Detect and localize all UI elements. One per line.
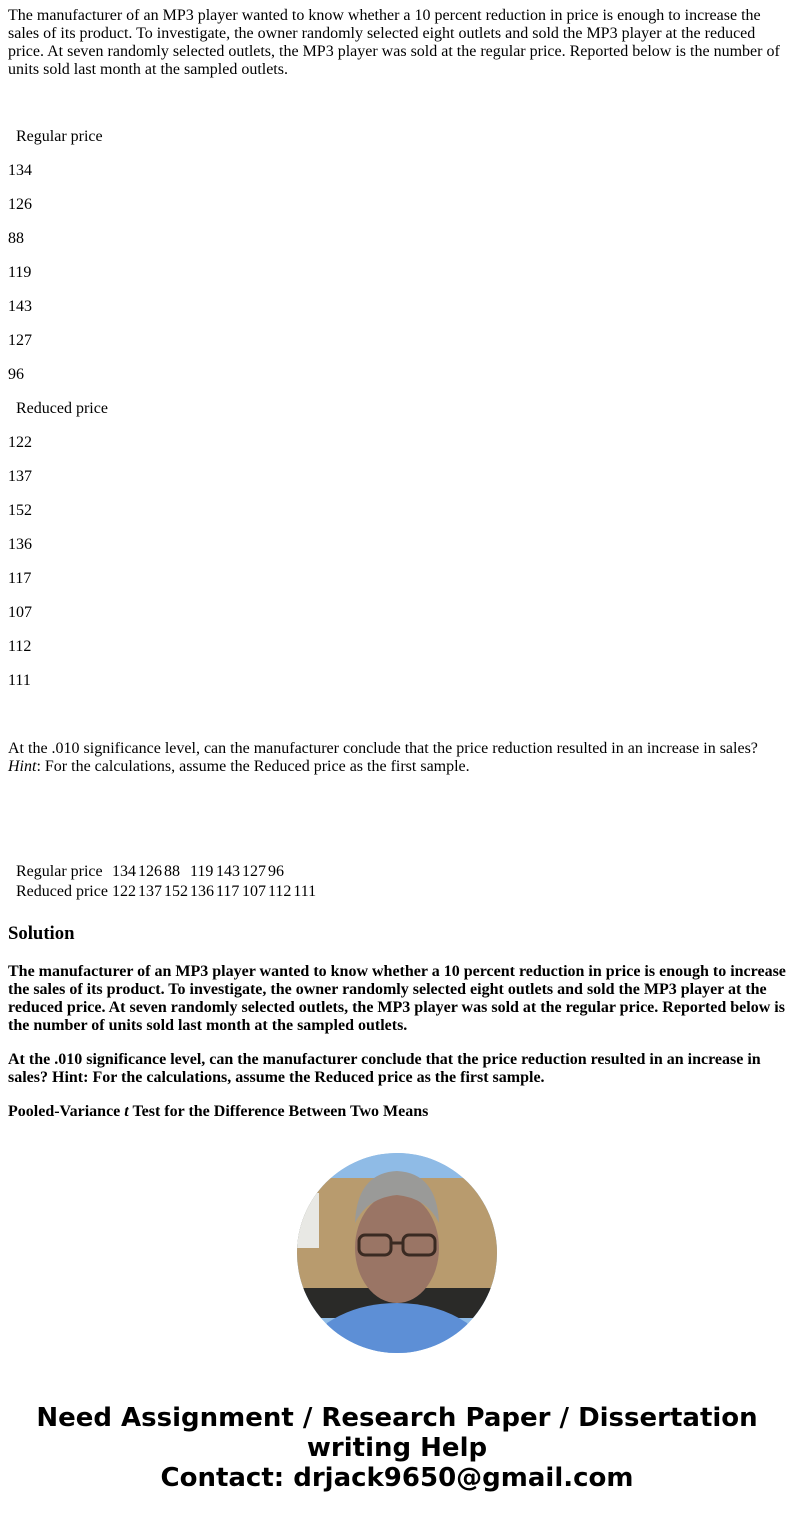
table-cell: 134: [111, 863, 136, 880]
reduced-values-list: [8, 434, 786, 690]
value-item: 88: [8, 230, 24, 247]
table-cell: 107: [241, 883, 266, 900]
table-cell: 122: [111, 883, 136, 900]
table-cell: 137: [137, 883, 162, 900]
value-item: 152: [8, 502, 32, 519]
value-item: 127: [8, 332, 32, 349]
regular-price-label: Regular price: [16, 128, 103, 145]
hint-label: Hint: [8, 758, 37, 775]
table-cell: 136: [189, 883, 214, 900]
solution-para-1: The manufacturer of an MP3 player wanted to know whether a 10 percent reduction in price is enough to increase the sales of its product. To investigate, the owner randomly selected eight outlets and sold the MP3 player at the reduced price. At seven randomly selected outlets, the MP3 player was sold at the regular price. Reported below is the number of units sold last month at the sampled outlets.: [8, 963, 786, 1034]
table-cell: 127: [241, 863, 266, 880]
table-cell: 119: [189, 863, 214, 880]
value-item: 137: [8, 468, 32, 485]
table-row-regular: [16, 862, 318, 882]
solution-heading: Solution: [8, 923, 75, 944]
table-cell: 143: [215, 863, 240, 880]
solution-method: Pooled-Variance t Test for the Difference Between Two Means: [8, 1103, 429, 1120]
question-intro: The manufacturer of an MP3 player wanted to know whether a 10 percent reduction in price is enough to increase the sales of its product. To investigate, the owner randomly selected eight outlets and sold the MP3 player at the reduced price. At seven randomly selected outlets, the MP3 player was sold at the regular price. Reported below is the number of units sold last month at the sampled outlets.: [8, 7, 780, 78]
table-cell: 88: [163, 863, 180, 880]
value-item: 143: [8, 298, 32, 315]
contact-banner: Need Assignment / Research Paper / Dissertation writing Help Contact: drjack9650@gmail.com: [0, 1403, 794, 1493]
row-header: Reduced price: [16, 883, 108, 900]
table-cell: 117: [215, 883, 240, 900]
portrait-image: [297, 1153, 497, 1353]
question-ask: At the .010 significance level, can the manufacturer conclude that the price reduction resulted in an increase in sales? Hint: For the calculations, assume the Reduced price as the first sample.: [8, 740, 758, 775]
value-item: 119: [8, 264, 32, 281]
author-photo: [297, 1153, 497, 1353]
value-item: 134: [8, 162, 32, 179]
regular-values-list: [8, 162, 786, 384]
contact-email: Contact: drjack9650@gmail.com: [160, 1463, 634, 1493]
table-cell: 96: [267, 863, 284, 880]
reduced-price-label: Reduced price: [16, 400, 108, 417]
data-table: [16, 862, 318, 902]
solution-para-2: At the .010 significance level, can the manufacturer conclude that the price reduction resulted in an increase in sales? Hint: For the calculations, assume the Reduced price as the first sample.: [8, 1051, 761, 1086]
value-item: 111: [8, 672, 31, 689]
row-header: Regular price: [16, 863, 103, 880]
value-item: 122: [8, 434, 32, 451]
value-item: 107: [8, 604, 32, 621]
value-item: 112: [8, 638, 32, 655]
value-item: 126: [8, 196, 32, 213]
table-cell: 126: [137, 863, 162, 880]
value-item: 136: [8, 536, 32, 553]
table-cell: 152: [163, 883, 188, 900]
table-cell: 111: [293, 883, 317, 900]
table-cell: 112: [267, 883, 292, 900]
table-row-reduced: [16, 882, 318, 902]
value-item: 117: [8, 570, 32, 587]
value-item: 96: [8, 366, 24, 383]
